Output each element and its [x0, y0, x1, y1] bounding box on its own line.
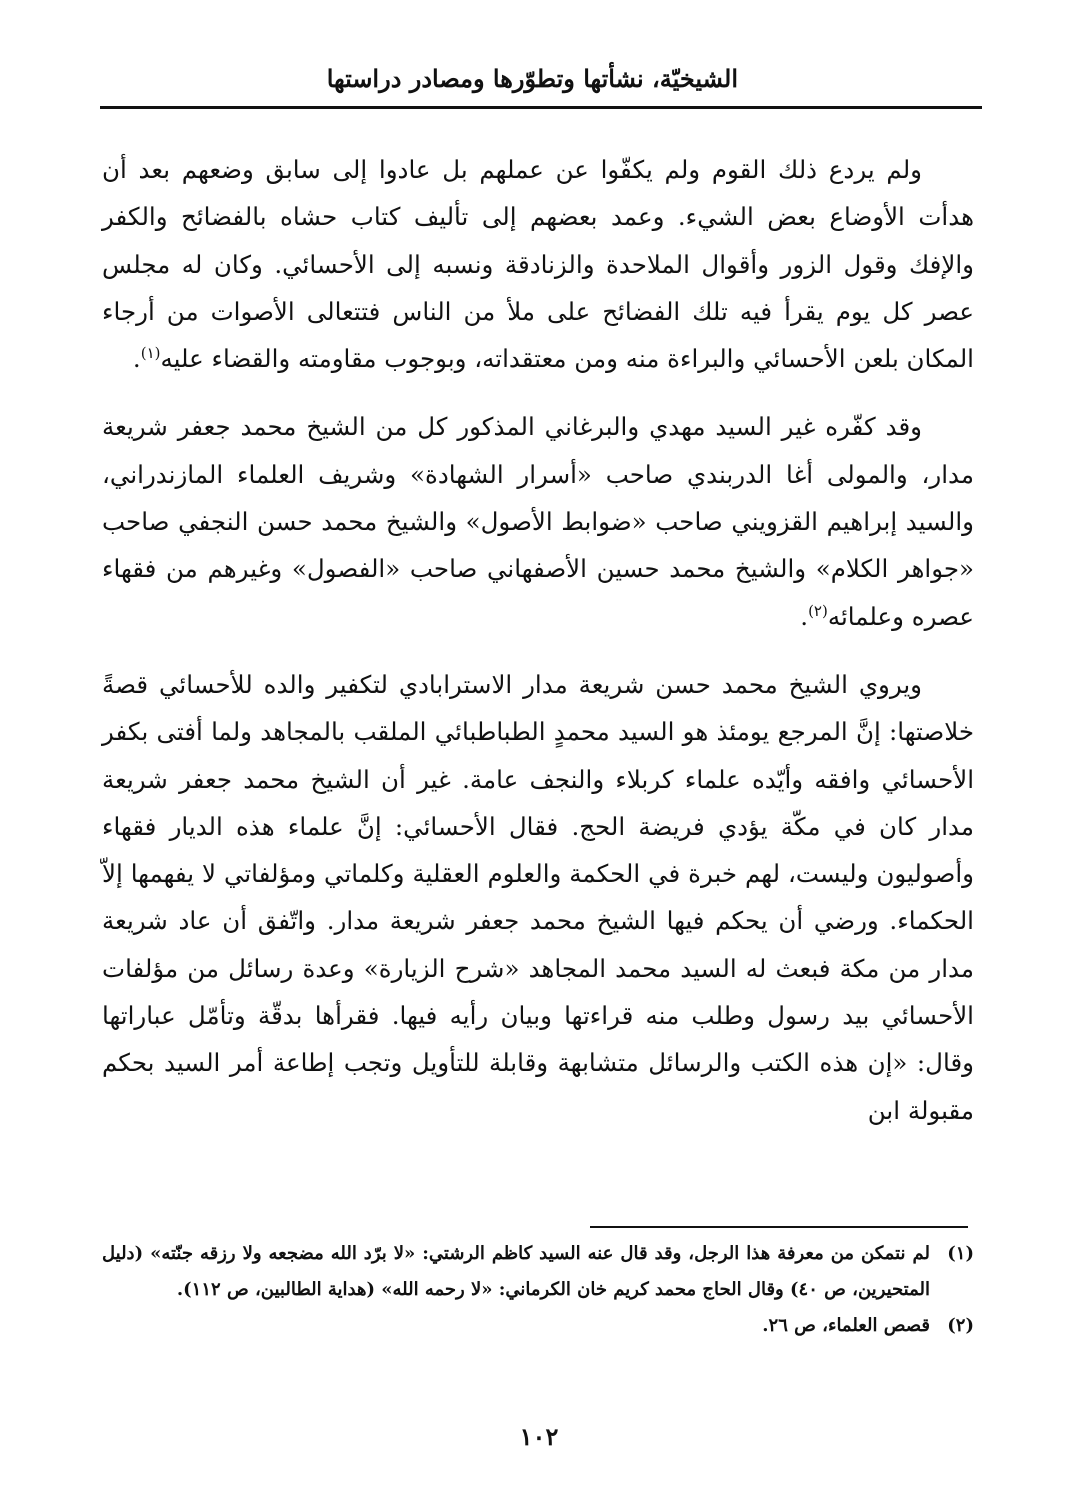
- paragraph-1: [102, 146, 974, 382]
- footnote-ref-2: (٢): [808, 601, 828, 620]
- paragraph-2-tail: .: [800, 601, 809, 631]
- running-header: الشيخيّة، نشأتها وتطوّرها ومصادر دراستها: [326, 64, 738, 93]
- page-number: ١٠٢: [519, 1422, 559, 1451]
- paragraph-2-text: وقد كفّره غير السيد مهدي والبرغاني المذكور كل من الشيخ محمد جعفر شريعة مدار، والمولى أغا الدربندي صاحب «أسرار الشهادة» وشريف العلماء المازندراني، والسيد إبراهيم القزويني صاحب «ضوابط الأصول» والشيخ محمد حسن النجفي صاحب «جواهر الكلام» والشيخ محمد حسين الأصفهاني صاحب «الفصول» وغيرهم من فقهاء عصره وعلمائه: [102, 412, 974, 631]
- footnote-1: [102, 1236, 974, 1308]
- footnote-rule: [590, 1226, 968, 1228]
- paragraph-3-text: ويروي الشيخ محمد حسن شريعة مدار الاسترابادي لتكفير والده للأحسائي قصةً خلاصتها: إنَّ المرجع يومئذ هو السيد محمدٍ الطباطبائي الملقب بالمجاهد ولما أفتى بكفر الأحسائي وافقه وأيّده علماء كربلاء والنجف عامة. غير أن الشيخ محمد جعفر شريعة مدار كان في مكّة يؤدي فريضة الحج. فقال الأحسائي: إنَّ علماء هذه الديار فقهاء وأصوليون وليست، لهم خبرة في الحكمة والعلوم العقلية وكلماتي ومؤلفاتي لا يفهمها إلاّ الحكماء. ورضي أن يحكم فيها الشيخ محمد جعفر شريعة مدار. واتّفق أن عاد شريعة مدار من مكة فبعث له السيد محمد المجاهد «شرح الزيارة» وعدة رسائل من مؤلفات الأحسائي بيد رسول وطلب منه قراءتها وبيان رأيه فيها. فقرأها بدقّة وتأمّل عباراتها وقال: «إن هذه الكتب والرسائل متشابهة وقابلة للتأويل وتجب إطاعة أمر السيد بحكم مقبولة ابن: [102, 669, 974, 1125]
- header-rule: [100, 106, 982, 109]
- main-text: [102, 146, 974, 1134]
- footnote-2-number: (٢): [947, 1315, 974, 1336]
- paragraph-1-tail: .: [132, 344, 141, 374]
- paragraph-1-text: ولم يردع ذلك القوم ولم يكفّوا عن عملهم بل عادوا إلى سابق وضعهم بعد أن هدأت الأوضاع بعض الشيء. وعمد بعضهم إلى تأليف كتاب حشاه بالفضائح والكفر والإفك وقول الزور وأقوال الملاحدة والزنادقة ونسبه إلى الأحسائي. وكان له مجلس عصر كل يوم يقرأ فيه تلك الفضائح على ملأ من الناس فتتعالى الأصوات من أرجاء المكان بلعن الأحسائي والبراءة منه ومن معتقداته، وبوجوب مقاومته والقضاء عليه: [102, 155, 974, 374]
- footnote-2: [102, 1308, 974, 1344]
- footnote-1-number: (١): [947, 1243, 974, 1264]
- paragraph-3: [102, 661, 974, 1134]
- footnote-1-text: لم نتمكن من معرفة هذا الرجل، وقد قال عنه السيد كاظم الرشتي: «لا برّد الله مضجعه ولا رزقه جنّته» (دليل المتحيرين، ص ٤٠) وقال الحاج محمد كريم خان الكرماني: «لا رحمه الله» (هداية الطالبين، ص ١١٢).: [102, 1243, 930, 1300]
- footnote-ref-1: (١): [140, 344, 161, 363]
- paragraph-2: [102, 403, 974, 639]
- footnotes: [102, 1236, 974, 1344]
- footnote-2-text: قصص العلماء، ص ٢٦.: [762, 1315, 930, 1336]
